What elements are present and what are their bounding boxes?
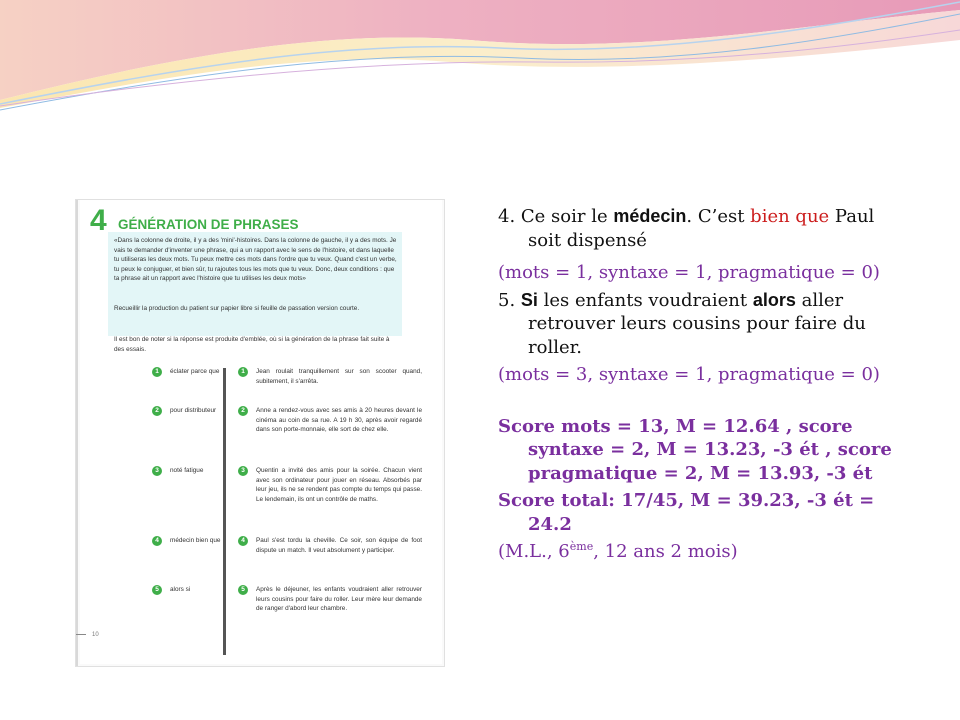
example-4-sentence <box>498 205 910 252</box>
word-si: Si <box>520 289 538 310</box>
page-number-tick <box>76 634 86 635</box>
word-alors: alors <box>752 289 796 310</box>
example-4-part-e: Paul soit dispensé <box>528 206 875 251</box>
example-5-part-e: aller retrouver leurs cousins pour faire du roller. <box>528 289 866 358</box>
scan-page <box>80 200 442 664</box>
word-medecin: médecin <box>613 206 687 226</box>
word-bien-que: bien que <box>750 206 830 227</box>
example-5-part-a: 5. <box>498 289 521 311</box>
item-5-left-badge: 5 <box>152 585 162 595</box>
item-3-right-badge: 3 <box>238 466 248 476</box>
item-3-left-badge: 3 <box>152 466 162 476</box>
example-5-sentence <box>498 289 910 360</box>
item-4-story: Paul s'est tordu la cheville. Ce soir, son équipe de foot dispute un match. Il veut absolument y participer. <box>256 537 422 554</box>
item-4-left-badge: 4 <box>152 536 162 546</box>
score-total: Score total: 17/45, M = 39.23, -3 ét = 24.2 <box>498 490 875 535</box>
scanned-test-page <box>76 200 444 666</box>
item-1-left-badge: 1 <box>152 367 162 377</box>
item-2-right-badge: 2 <box>238 406 248 416</box>
section-number: 4 <box>90 204 107 237</box>
item-5-right-badge: 5 <box>238 585 248 595</box>
analysis-text <box>498 205 910 564</box>
example-5-scores: (mots = 3, syntaxe = 1, pragmatique = 0) <box>498 364 880 385</box>
item-3-words: noté fatigue <box>170 467 204 474</box>
example-4-scores: (mots = 1, syntaxe = 1, pragmatique = 0) <box>498 262 880 283</box>
scan-header <box>88 204 406 237</box>
item-2-left-badge: 2 <box>152 406 162 416</box>
note-spontaneous: Il est bon de noter si la réponse est produite d'emblée, où si la génération de la phrase fait suite à des essais. <box>114 336 390 353</box>
example-4-part-a: 4. Ce soir le <box>498 206 614 227</box>
example-5-part-c: les enfants voudraient <box>537 289 753 311</box>
page-number: 10 <box>92 632 99 638</box>
instructions-text: «Dans la colonne de droite, il y a des 'mini'-histoires. Dans la colonne de gauche, il y a des mots. Je vais te demander d'inventer une phrase, qui a un rapport avec le sens de l'histoire, et dans laquelle tu utiliseras les deux mots. Tu peux mettre ces mots dans l'ordre que tu veux. Quand c'est un verbe, tu peux le conjuguer, et bien sûr, tu rajoutes tous les mots que tu veux. Donc, deux conditions : que ta phrase ait un rapport avec l'histoire que tu utilises les deux mots» <box>114 237 397 282</box>
example-4-part-c: . C’est <box>686 206 751 227</box>
scan-left-edge <box>76 200 78 666</box>
decorative-banner <box>0 0 960 130</box>
item-4-words: médecin bien que <box>170 537 221 544</box>
section-title: GÉNÉRATION DE PHRASES <box>118 217 299 232</box>
patient-info-part-a: (M.L., 6 <box>498 541 570 562</box>
item-5-words: alors si <box>170 586 191 593</box>
item-5-story: Après le déjeuner, les enfants voudraient aller retrouver leurs cousins pour faire du roller. Leur mère leur demande de ranger d'abord leur chambre. <box>256 586 422 612</box>
item-3-story: Quentin a invité des amis pour la soirée. Chacun vient avec son ordinateur pour jouer en réseau. Absorbés par leur jeu, ils ne se rendent pas compte du temps qui passe. Le lendemain, ils ont un contrôle de maths. <box>256 467 422 503</box>
patient-info-part-b: , 12 ans 2 mois) <box>593 541 738 562</box>
score-summary: Score mots = 13, M = 12.64 , score syntaxe = 2, M = 13.23, -3 ét , score pragmatique = 2, M = 13.93, -3 ét <box>498 415 892 484</box>
item-1-words: éclater parce que <box>170 368 220 375</box>
item-2-words: pour distributeur <box>170 407 217 414</box>
item-4-right-badge: 4 <box>238 536 248 546</box>
patient-info <box>498 540 910 564</box>
item-1-story: Jean roulait tranquillement sur son scooter quand, subitement, il s'arrêta. <box>256 368 422 385</box>
item-2-story: Anne a rendez-vous avec ses amis à 20 heures devant le cinéma au coin de sa rue. A 19 h 30, après avoir regardé dans son porte-monnaie, elle sort de chez elle. <box>256 407 422 433</box>
patient-info-sup: ème <box>569 540 594 553</box>
note-recording: Recueillir la production du patient sur papier libre si feuille de passation version courte. <box>114 305 360 312</box>
item-1-right-badge: 1 <box>238 367 248 377</box>
